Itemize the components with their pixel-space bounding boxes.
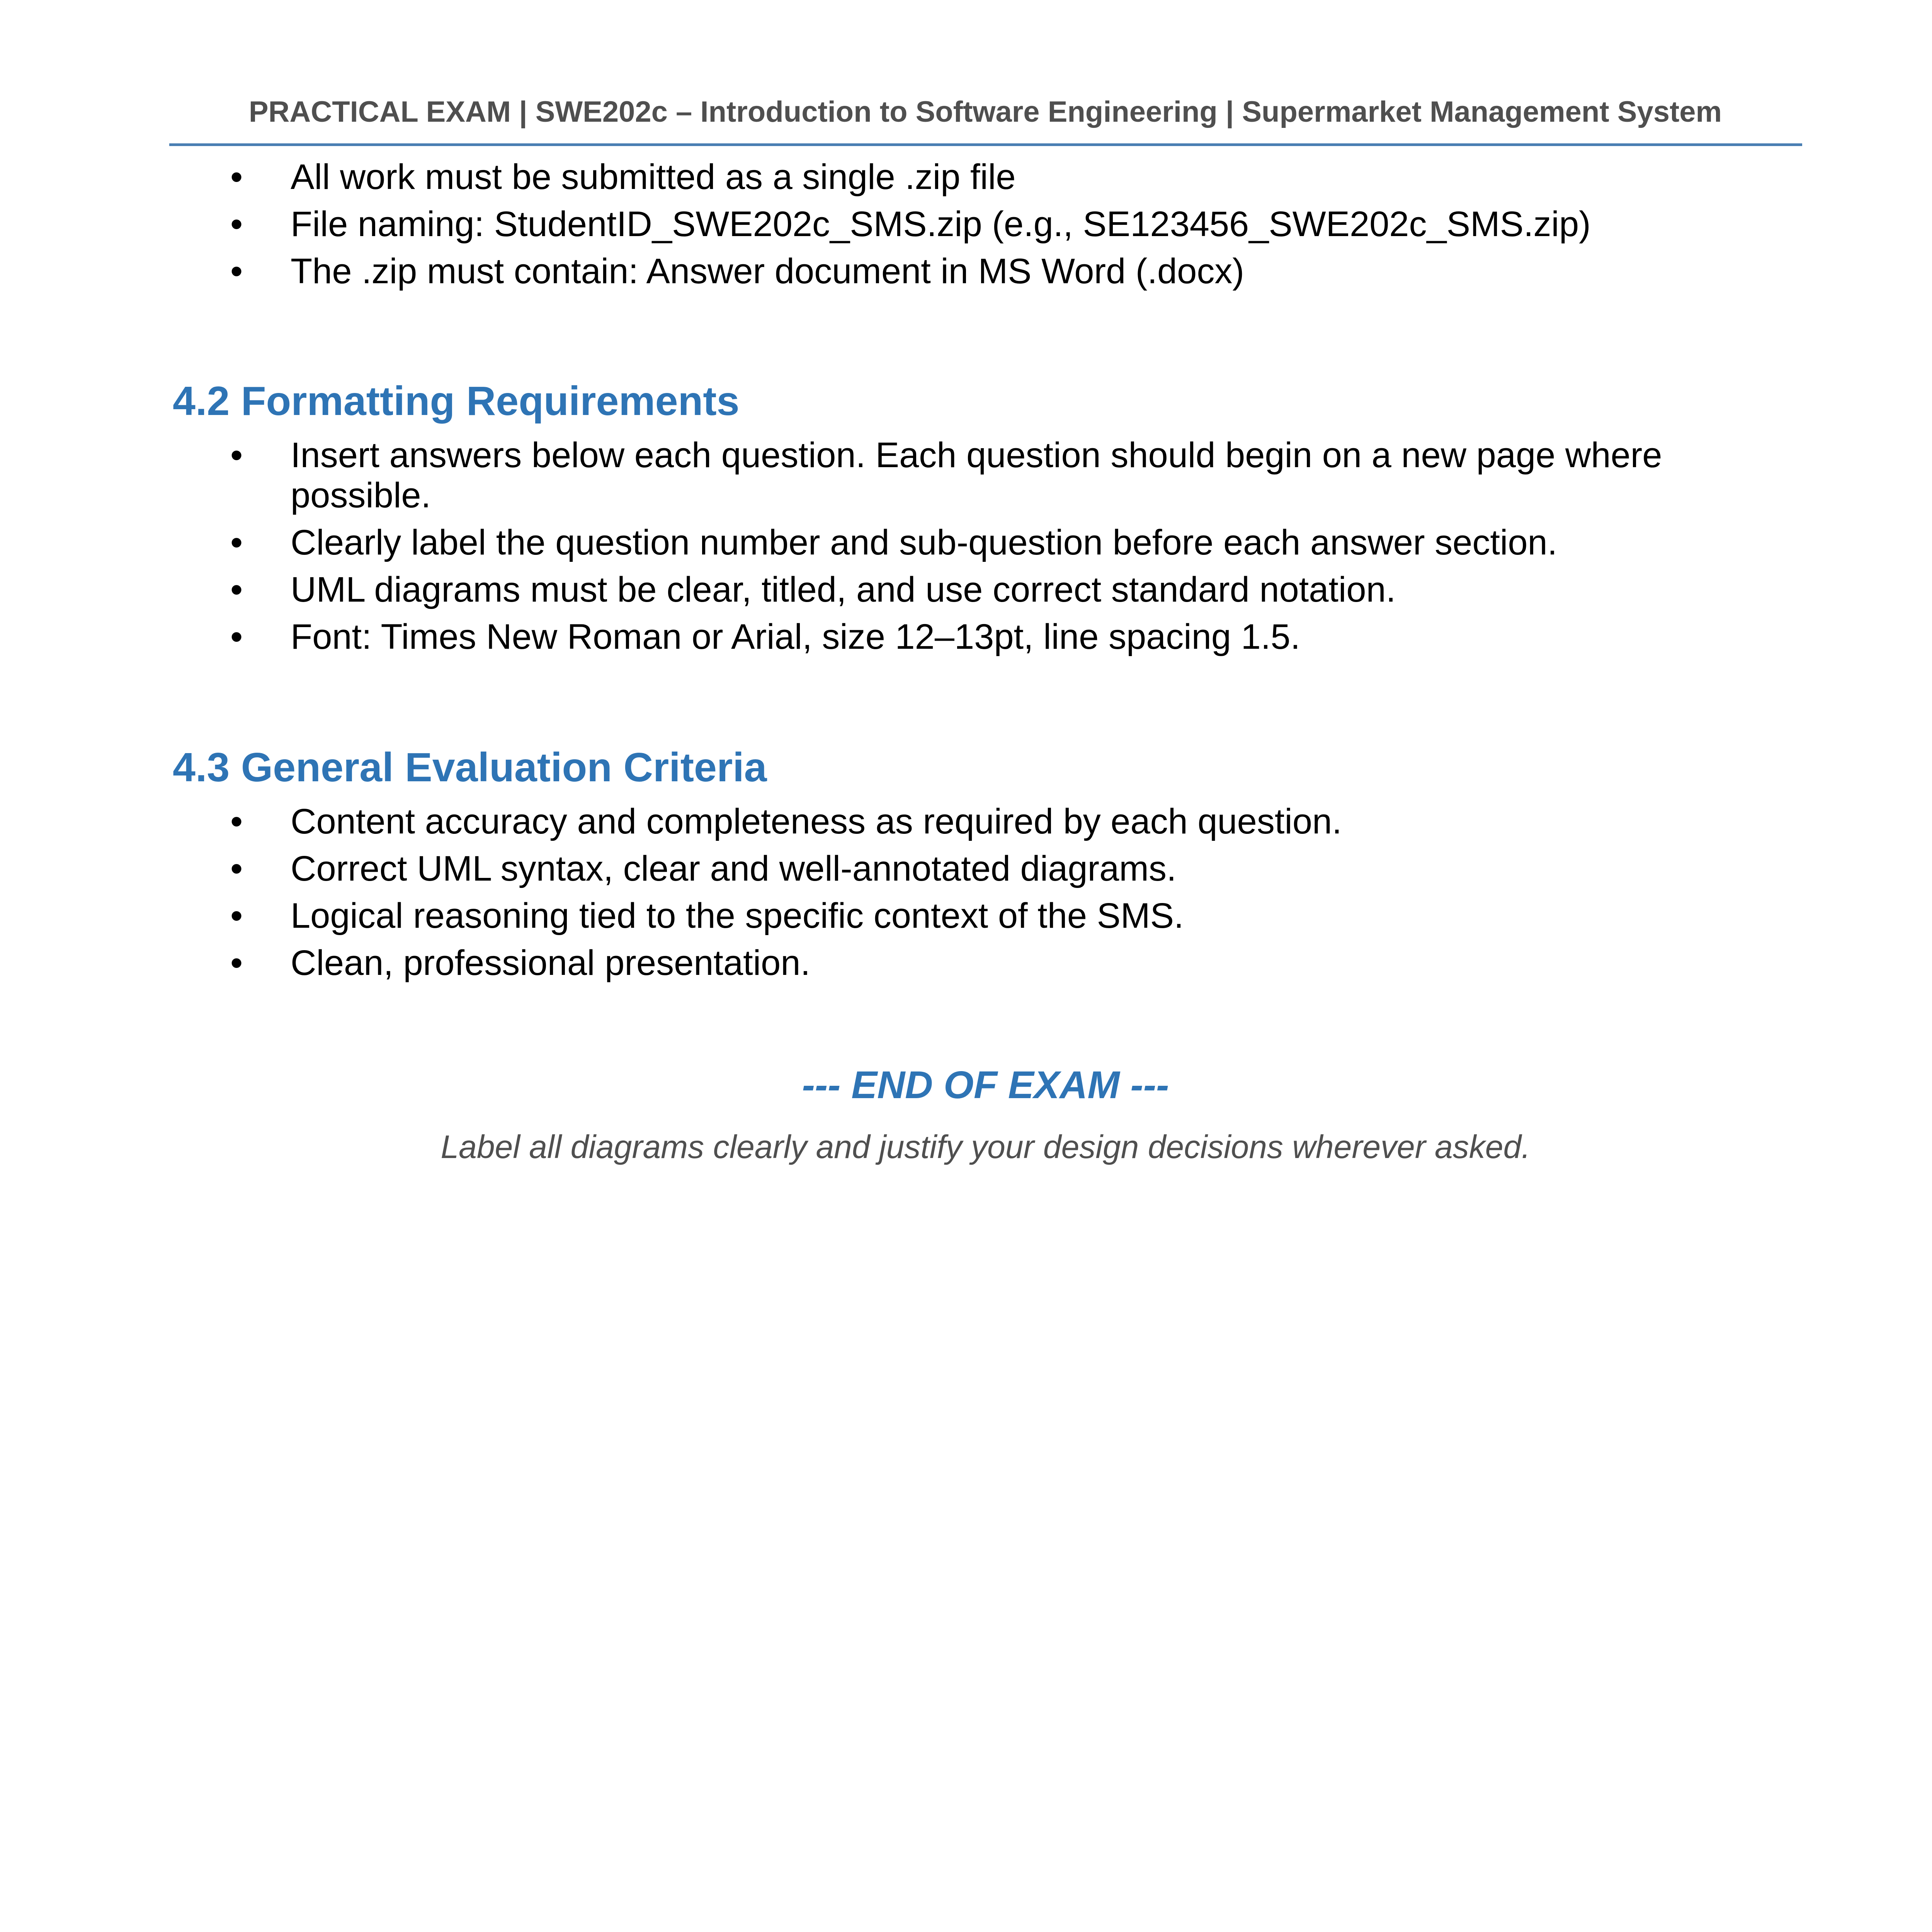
- end-of-exam-note: Label all diagrams clearly and justify your design decisions wherever asked.: [440, 1129, 1531, 1165]
- bullet-icon: •: [230, 435, 243, 475]
- formatting-heading: 4.2 Formatting Requirements: [173, 378, 740, 424]
- bullet-icon: •: [230, 523, 243, 562]
- list-item: [0, 801, 1666, 842]
- bullet-icon: •: [230, 617, 243, 656]
- list-item-text: Logical reasoning tied to the specific context of the SMS.: [291, 896, 1184, 935]
- list-item: [0, 849, 1666, 889]
- page-header: PRACTICAL EXAM | SWE202c – Introduction to Software Engineering | Supermarket Management System: [248, 95, 1722, 128]
- submission-list: [0, 157, 1666, 298]
- list-item: [0, 617, 1666, 657]
- bullet-icon: •: [230, 943, 243, 983]
- list-item-text: Font: Times New Roman or Arial, size 12–13pt, line spacing 1.5.: [291, 617, 1301, 656]
- end-of-exam-title: --- END OF EXAM ---: [802, 1063, 1169, 1107]
- bullet-icon: •: [230, 204, 243, 244]
- bullet-icon: •: [230, 849, 243, 888]
- list-item-text: UML diagrams must be clear, titled, and use correct standard notation.: [291, 570, 1396, 609]
- list-item: [0, 943, 1666, 983]
- evaluation-list: [0, 801, 1666, 990]
- list-item: [0, 896, 1666, 936]
- bullet-icon: •: [230, 157, 243, 197]
- list-item-text: The .zip must contain: Answer document in MS Word (.docx): [291, 252, 1244, 291]
- list-item: [0, 522, 1666, 563]
- bullet-icon: •: [230, 252, 243, 291]
- list-item-text: Clean, professional presentation.: [291, 943, 811, 983]
- bullet-icon: •: [230, 802, 243, 841]
- formatting-list: [0, 435, 1666, 664]
- evaluation-heading: 4.3 General Evaluation Criteria: [173, 745, 767, 790]
- list-item-text: Insert answers below each question. Each question should begin on a new page where possible.: [291, 435, 1662, 515]
- list-item: [0, 204, 1666, 244]
- list-item-text: Clearly label the question number and sub-question before each answer section.: [291, 523, 1558, 562]
- list-item-text: Content accuracy and completeness as required by each question.: [291, 802, 1342, 841]
- bullet-icon: •: [230, 896, 243, 935]
- list-item-text: Correct UML syntax, clear and well-annotated diagrams.: [291, 849, 1177, 888]
- bullet-icon: •: [230, 570, 243, 609]
- list-item: [0, 251, 1666, 291]
- list-item: [0, 435, 1666, 515]
- list-item: [0, 570, 1666, 610]
- list-item: [0, 157, 1666, 197]
- list-item-text: File naming: StudentID_SWE202c_SMS.zip (e.g., SE123456_SWE202c_SMS.zip): [291, 204, 1591, 244]
- list-item-text: All work must be submitted as a single .zip file: [291, 157, 1016, 197]
- header-divider: [169, 143, 1802, 146]
